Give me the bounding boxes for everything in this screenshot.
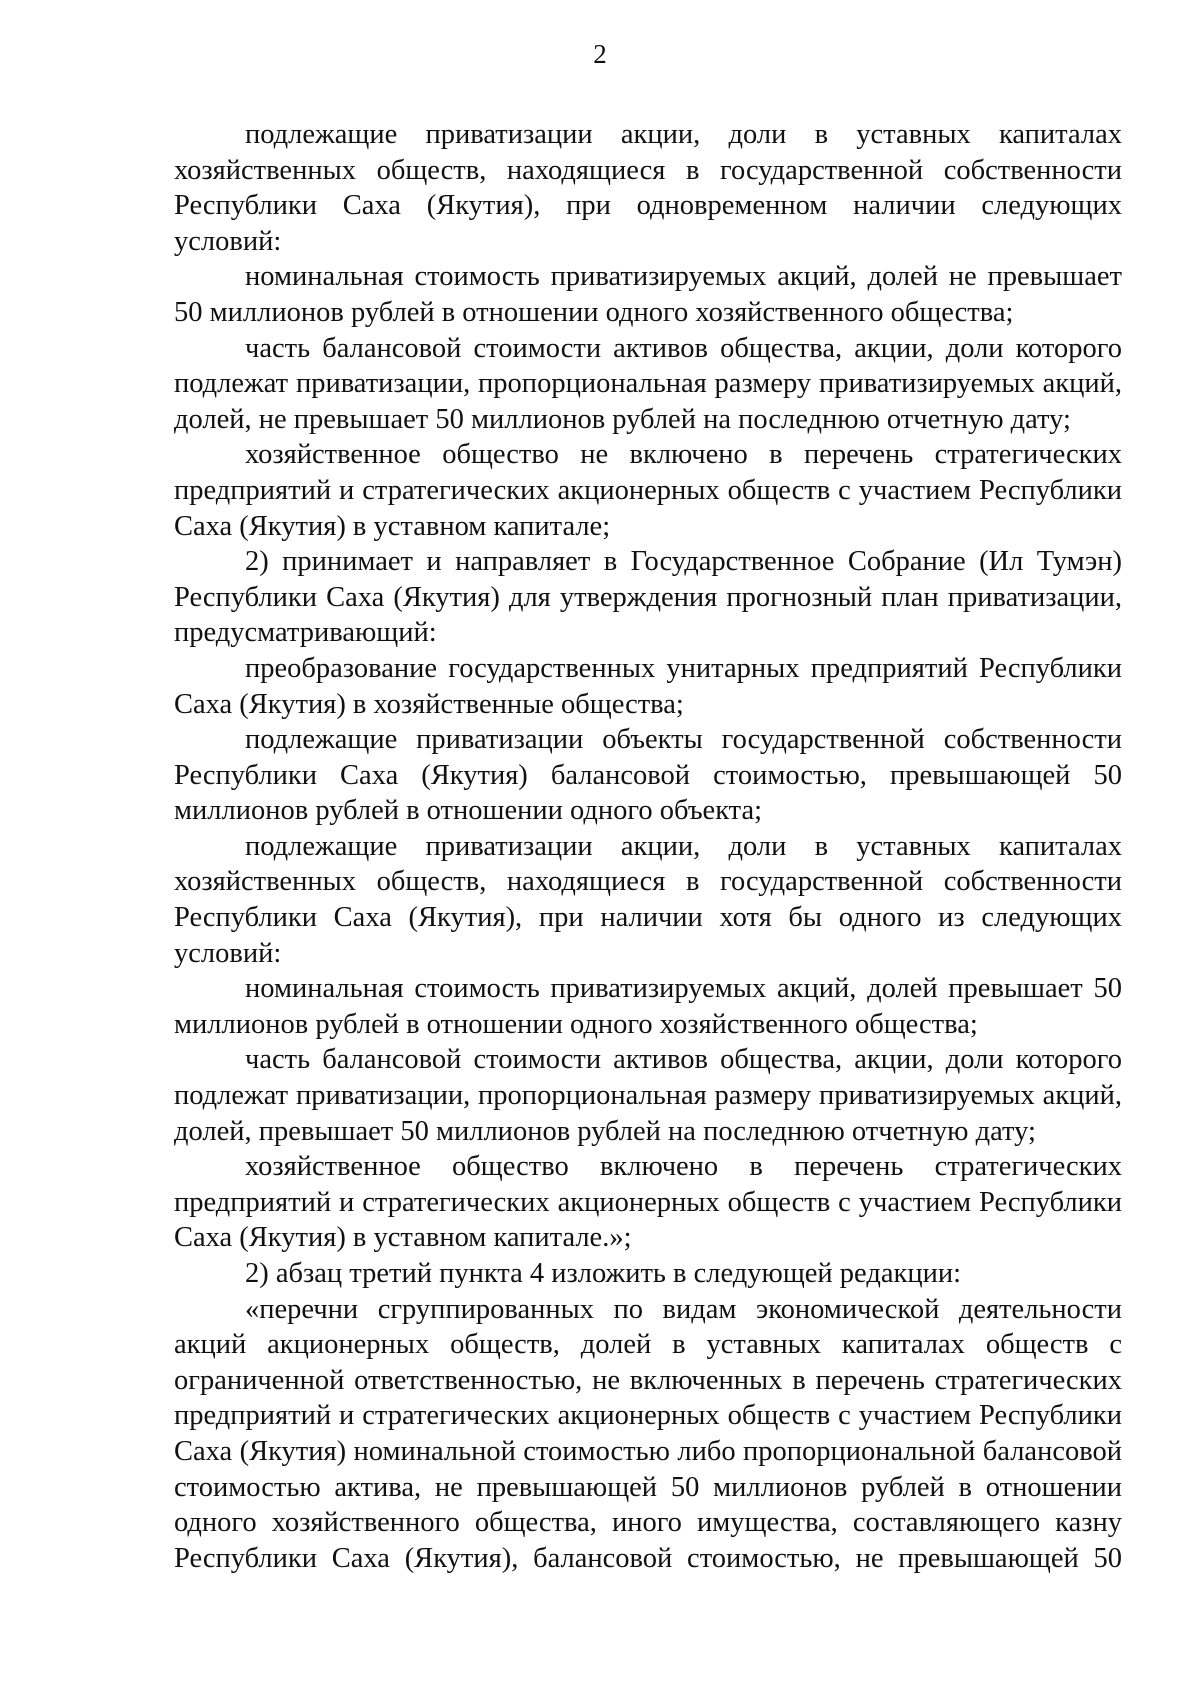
paragraph: 2) абзац третий пункта 4 изложить в следующей редакции: — [245, 1258, 961, 1289]
paragraph: подлежащие приватизации объекты государственной собственности Республики Саха (Якутия) балансовой стоимостью, превышающей 50 миллионов рублей в отношении одного объекта; — [174, 724, 1122, 827]
paragraph: номинальная стоимость приватизируемых акций, долей не превышает 50 миллионов рублей в отношении одного хозяйственного общества; — [174, 261, 1122, 328]
document-body — [174, 117, 1122, 1576]
paragraph: часть балансовой стоимости активов общества, акции, доли которого подлежат приватизации, пропорциональная размеру приватизируемых акций, долей, не превышает 50 миллионов рублей на последнюю отчетную дату; — [174, 332, 1122, 435]
paragraph: номинальная стоимость приватизируемых акций, долей превышает 50 миллионов рублей в отношении одного хозяйственного общества; — [174, 973, 1122, 1040]
paragraph: «перечни сгруппированных по видам экономической деятельности акций акционерных обществ, долей в уставных капиталах обществ с ограниченной ответственностью, не включенных в перечень стратегических предприятий и стратегических акционерных обществ с участием Республики Саха (Якутия) номинальной стоимостью либо пропорциональной балансовой стоимостью актива, не превышающей 50 миллионов рублей в отношении одного хозяйственного общества, иного имущества, составляющего казну Республики Саха (Якутия), балансовой стоимостью, не превышающей 50 — [174, 1293, 1122, 1574]
paragraph: подлежащие приватизации акции, доли в уставных капиталах хозяйственных обществ, находящиеся в государственной собственности Республики Саха (Якутия), при наличии хотя бы одного из следующих условий: — [174, 830, 1122, 969]
paragraph: хозяйственное общество включено в перечень стратегических предприятий и стратегических акционерных обществ с участием Республики Саха (Якутия) в уставном капитале.»; — [174, 1151, 1122, 1254]
paragraph: хозяйственное общество не включено в перечень стратегических предприятий и стратегических акционерных обществ с участием Республики Саха (Якутия) в уставном капитале; — [174, 439, 1122, 542]
paragraph: часть балансовой стоимости активов общества, акции, доли которого подлежат приватизации, пропорциональная размеру приватизируемых акций, долей, превышает 50 миллионов рублей на последнюю отчетную дату; — [174, 1044, 1122, 1147]
page-number: 2 — [593, 39, 607, 69]
paragraph: подлежащие приватизации акции, доли в уставных капиталах хозяйственных обществ, находящиеся в государственной собственности Республики Саха (Якутия), при одновременном наличии следующих условий: — [174, 119, 1122, 257]
paragraph: 2) принимает и направляет в Государственное Собрание (Ил Тумэн) Республики Саха (Якутия) для утверждения прогнозный план приватизации, предусматривающий: — [174, 546, 1122, 649]
paragraph: преобразование государственных унитарных предприятий Республики Саха (Якутия) в хозяйственные общества; — [174, 652, 1122, 720]
